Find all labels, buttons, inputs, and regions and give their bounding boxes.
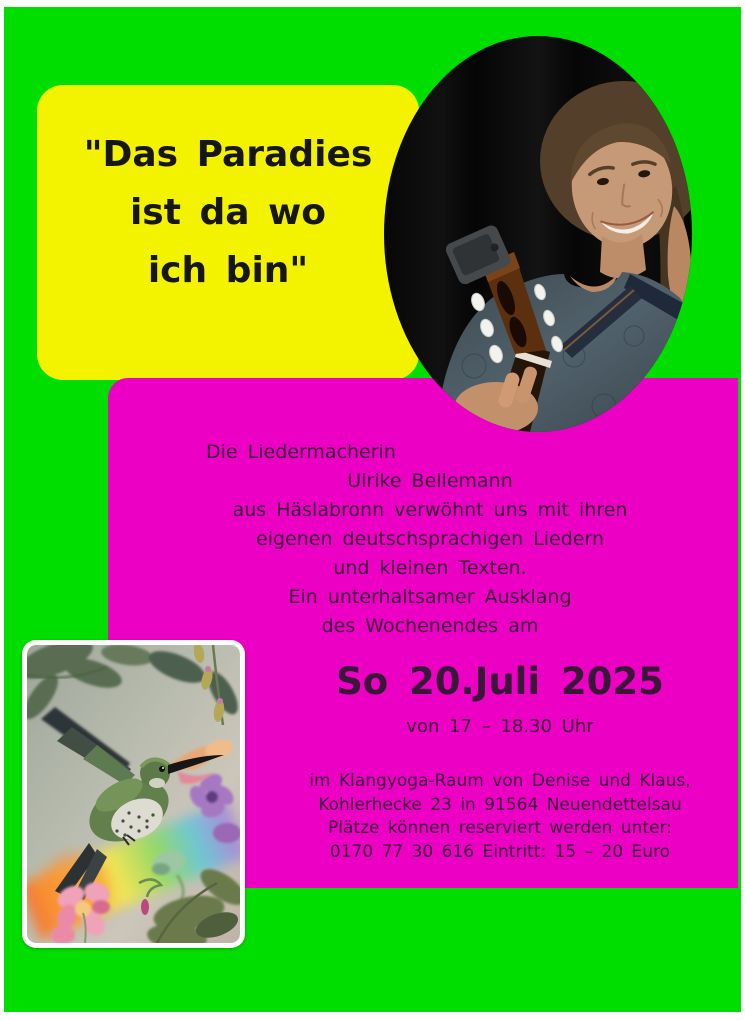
intro-line: Die Liedermacherin (206, 441, 396, 463)
detail-line: Plätze können reserviert werden unter: (328, 818, 672, 838)
detail-line: 0170 77 30 616 Eintritt: 15 – 20 Euro (329, 841, 671, 862)
intro-line: und kleinen Texten. (333, 557, 527, 579)
intro-line: des Wochenendes am (321, 615, 539, 637)
intro-text (140, 438, 720, 641)
quote-line: "Das Paradies (83, 134, 373, 175)
intro-line: Ein unterhaltsamer Ausklang (288, 586, 572, 608)
event-date: So 20.Juli 2025 (336, 660, 664, 703)
intro-line: eigenen deutschsprachigen Liedern (256, 528, 604, 550)
quote-line: ich bin" (147, 250, 309, 291)
quote-text (37, 126, 419, 300)
hummingbird-painting (22, 640, 245, 948)
event-details (260, 770, 740, 864)
intro-line: Ulrike Bellemann (347, 470, 513, 492)
detail-line: im Klangyoga-Raum von Denise und Klaus, (309, 771, 691, 791)
intro-line: aus Häslabronn verwöhnt uns mit ihren (232, 499, 628, 521)
event-time: von 17 – 18.30 Uhr (406, 716, 594, 737)
quote-line: ist da wo (129, 192, 327, 233)
detail-line: Kohlerhecke 23 in 91564 Neuendettelsau (318, 794, 682, 815)
quote-card (37, 85, 419, 380)
portrait-photo (384, 36, 692, 432)
